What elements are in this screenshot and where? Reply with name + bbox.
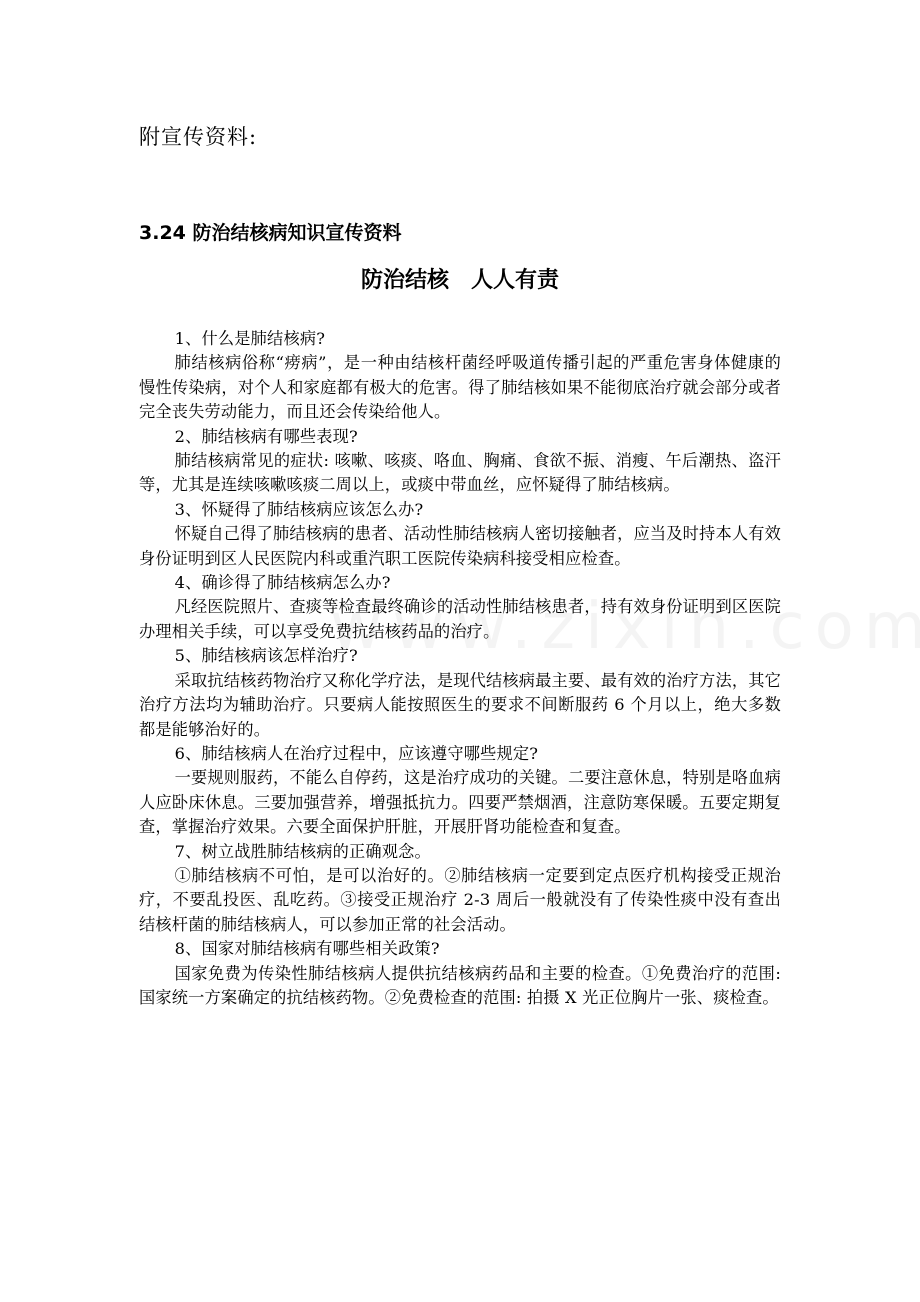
qa-content bbox=[139, 327, 781, 1010]
answer-7: ①肺结核病不可怕，是可以治好的。②肺结核病一定要到定点医疗机构接受正规治疗，不要乱投医、乱吃药。③接受正规治疗 2-3 周后一般就没有了传染性痰中没有查出结核杆菌的肺结核病人，可以参加正常的社会活动。 bbox=[139, 865, 781, 934]
question-5: 5、肺结核病该怎样治疗? bbox=[174, 646, 358, 666]
answer-2: 肺结核病常见的症状: 咳嗽、咳痰、咯血、胸痛、食欲不振、消瘦、午后潮热、盗汗等，尤其是连续咳嗽咳痰二周以上，或痰中带血丝，应怀疑得了肺结核病。 bbox=[139, 451, 781, 495]
answer-3: 怀疑自己得了肺结核病的患者、活动性肺结核病人密切接触者，应当及时持本人有效身份证明到区人民医院内科或重汽职工医院传染病科接受相应检查。 bbox=[139, 524, 781, 568]
main-title: 防治结核 人人有责 bbox=[360, 268, 559, 293]
question-4: 4、确诊得了肺结核病怎么办? bbox=[174, 573, 391, 593]
section-title: 3.24 防治结核病知识宣传资料 bbox=[139, 222, 402, 244]
answer-1: 肺结核病俗称“痨病”，是一种由结核杆菌经呼吸道传播引起的严重危害身体健康的慢性传染病，对个人和家庭都有极大的危害。得了肺结核如果不能彻底治疗就会部分或者完全丧失劳动能力，而且还会传染给他人。 bbox=[139, 353, 781, 422]
question-2: 2、肺结核病有哪些表现? bbox=[174, 426, 358, 446]
question-6: 6、肺结核病人在治疗过程中，应该遵守哪些规定? bbox=[174, 743, 539, 763]
answer-6: 一要规则服药，不能么自停药，这是治疗成功的关键。二要注意休息，特别是咯血病人应卧床休息。三要加强营养，增强抵抗力。四要严禁烟酒，注意防寒保暖。五要定期复查，掌握治疗效果。六要全面保护肝脏，开展肝肾功能检查和复查。 bbox=[139, 768, 781, 837]
answer-4: 凡经医院照片、查痰等检查最终确诊的活动性肺结核患者，持有效身份证明到区医院办理相关手续，可以享受免费抗结核药品的治疗。 bbox=[139, 597, 781, 641]
question-1: 1、什么是肺结核病? bbox=[174, 329, 326, 348]
question-7: 7、树立战胜肺结核病的正确观念。 bbox=[174, 841, 431, 861]
question-8: 8、国家对肺结核病有哪些相关政策? bbox=[174, 939, 440, 959]
attachment-label: 附宣传资料: bbox=[139, 125, 258, 149]
answer-5: 采取抗结核药物治疗又称化学疗法，是现代结核病最主要、最有效的治疗方法，其它治疗方法均为辅助治疗。只要病人能按照医生的要求不间断服药 6 个月以上，绝大多数都是能够治好的。 bbox=[139, 670, 781, 739]
question-3: 3、怀疑得了肺结核病应该怎么办? bbox=[174, 499, 424, 519]
answer-8: 国家免费为传染性肺结核病人提供抗结核病药品和主要的检查。①免费治疗的范围: 国家统一方案确定的抗结核药物。②免费检查的范围: 拍摄 X 光正位胸片一张、痰检查。 bbox=[139, 963, 781, 1007]
